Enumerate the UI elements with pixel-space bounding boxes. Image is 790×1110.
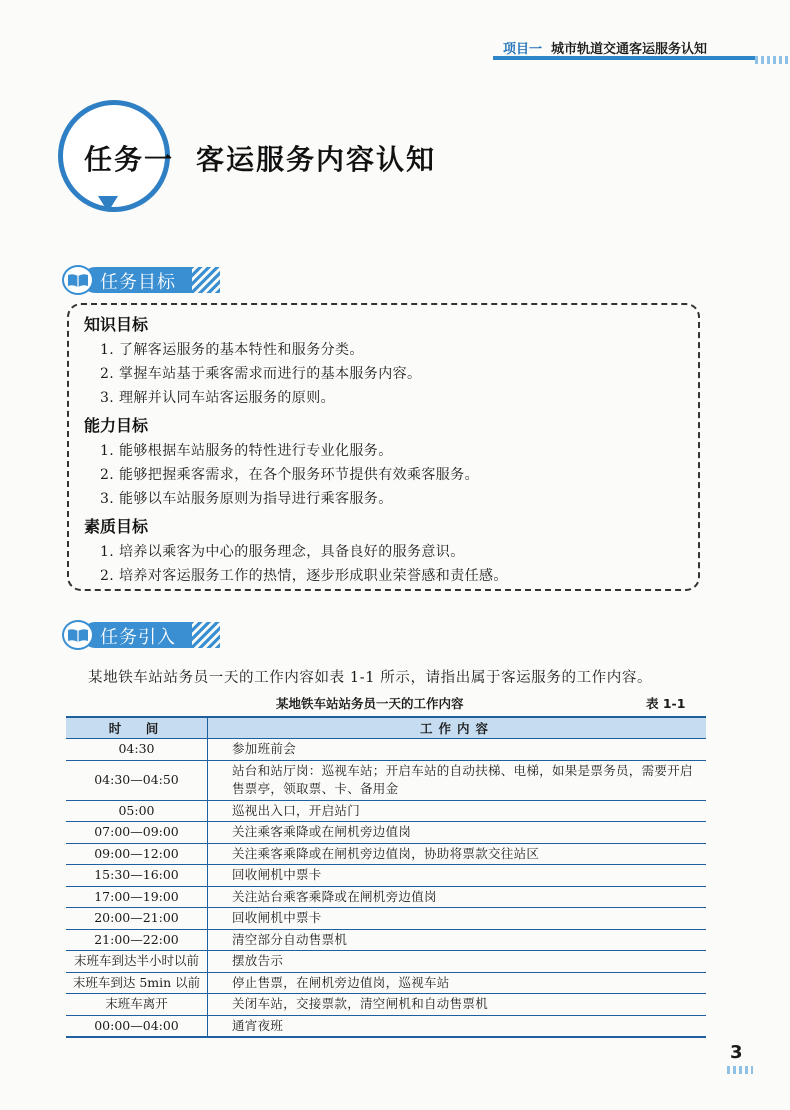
column-header-content: 工作内容 — [208, 717, 707, 739]
time-cell: 17:00—19:00 — [66, 886, 208, 908]
section-label-introduction: 任务引入 — [100, 627, 176, 648]
goal-item: 1. 培养以乘客为中心的服务理念，具备良好的服务意识。 — [100, 544, 465, 560]
time-cell: 末班车离开 — [66, 994, 208, 1016]
task-name: 客运服务内容认知 — [196, 143, 437, 176]
goal-item: 1. 了解客运服务的基本特性和服务分类。 — [100, 342, 364, 358]
goal-item: 2. 掌握车站基于乘客需求而进行的基本服务内容。 — [100, 366, 422, 382]
task-number: 任务一 — [84, 143, 175, 176]
task-title — [84, 138, 436, 178]
header-chapter-title: 城市轨道交通客运服务认知 — [551, 42, 708, 57]
content-cell: 回收闸机中票卡 — [208, 865, 707, 887]
page-number-stripe — [727, 1066, 753, 1074]
table-row — [66, 843, 706, 865]
content-cell: 关注站台乘客乘降或在闸机旁边值岗 — [208, 886, 707, 908]
table-row — [66, 908, 706, 930]
goal-heading-knowledge: 知识目标 — [84, 315, 149, 334]
table-row — [66, 760, 706, 800]
time-cell: 05:00 — [66, 800, 208, 822]
work-schedule-table — [66, 716, 706, 1038]
content-cell: 清空部分自动售票机 — [208, 929, 707, 951]
section-bar-stripes — [190, 267, 220, 293]
content-cell: 关注乘客乘降或在闸机旁边值岗，协助将票款交往站区 — [208, 843, 707, 865]
content-cell: 停止售票，在闸机旁边值岗，巡视车站 — [208, 972, 707, 994]
goal-heading-quality: 素质目标 — [84, 517, 149, 536]
table-header-row — [66, 717, 706, 739]
table-row — [66, 800, 706, 822]
table-row — [66, 972, 706, 994]
header-stripe-decoration — [755, 56, 790, 64]
page-number: 3 — [730, 1042, 743, 1063]
content-cell: 站台和站厅岗：巡视车站；开启车站的自动扶梯、电梯，如果是票务员，需要开启售票亭，领取票、卡、备用金 — [208, 760, 707, 800]
time-cell: 末班车到达半小时以前 — [66, 951, 208, 973]
header-left-rule — [0, 38, 490, 56]
section-bar-stripes — [190, 622, 220, 648]
time-cell: 04:30 — [66, 739, 208, 761]
goal-heading-ability: 能力目标 — [84, 416, 149, 435]
content-cell: 关注乘客乘降或在闸机旁边值岗 — [208, 822, 707, 844]
content-cell: 参加班前会 — [208, 739, 707, 761]
time-cell: 15:30—16:00 — [66, 865, 208, 887]
content-cell: 关闭车站，交接票款，清空闸机和自动售票机 — [208, 994, 707, 1016]
task-badge-tail — [98, 196, 118, 212]
goal-item: 3. 能够以车站服务原则为指导进行乘客服务。 — [100, 491, 393, 507]
goal-item: 2. 能够把握乘客需求，在各个服务环节提供有效乘客服务。 — [100, 467, 480, 483]
time-cell: 21:00—22:00 — [66, 929, 208, 951]
time-cell: 07:00—09:00 — [66, 822, 208, 844]
goal-item: 2. 培养对客运服务工作的热情，逐步形成职业荣誉感和责任感。 — [100, 568, 508, 584]
column-header-time: 时 间 — [66, 717, 208, 739]
section-label-objectives: 任务目标 — [100, 272, 176, 293]
content-cell: 通宵夜班 — [208, 1015, 707, 1037]
content-cell: 巡视出入口，开启站门 — [208, 800, 707, 822]
content-cell: 摆放告示 — [208, 951, 707, 973]
table-row — [66, 994, 706, 1016]
intro-paragraph: 某地铁车站站务员一天的工作内容如表 1-1 所示，请指出属于客运服务的工作内容。 — [88, 670, 653, 686]
time-cell: 00:00—04:00 — [66, 1015, 208, 1037]
open-book-icon — [62, 620, 94, 650]
table-caption: 某地铁车站站务员一天的工作内容 — [276, 696, 464, 711]
table-number: 表 1-1 — [646, 696, 686, 711]
time-cell: 04:30—04:50 — [66, 760, 208, 800]
open-book-icon — [62, 265, 94, 295]
goal-item: 1. 能够根据车站服务的特性进行专业化服务。 — [100, 443, 393, 459]
header-project-label: 项目一 — [503, 42, 543, 57]
table-row — [66, 865, 706, 887]
table-row — [66, 951, 706, 973]
table-row — [66, 739, 706, 761]
running-header — [493, 38, 755, 60]
content-cell: 回收闸机中票卡 — [208, 908, 707, 930]
table-row — [66, 822, 706, 844]
table-row — [66, 1015, 706, 1037]
table-row — [66, 886, 706, 908]
goal-item: 3. 理解并认同车站客运服务的原则。 — [100, 390, 336, 406]
time-cell: 09:00—12:00 — [66, 843, 208, 865]
time-cell: 末班车到达 5min 以前 — [66, 972, 208, 994]
table-row — [66, 929, 706, 951]
time-cell: 20:00—21:00 — [66, 908, 208, 930]
